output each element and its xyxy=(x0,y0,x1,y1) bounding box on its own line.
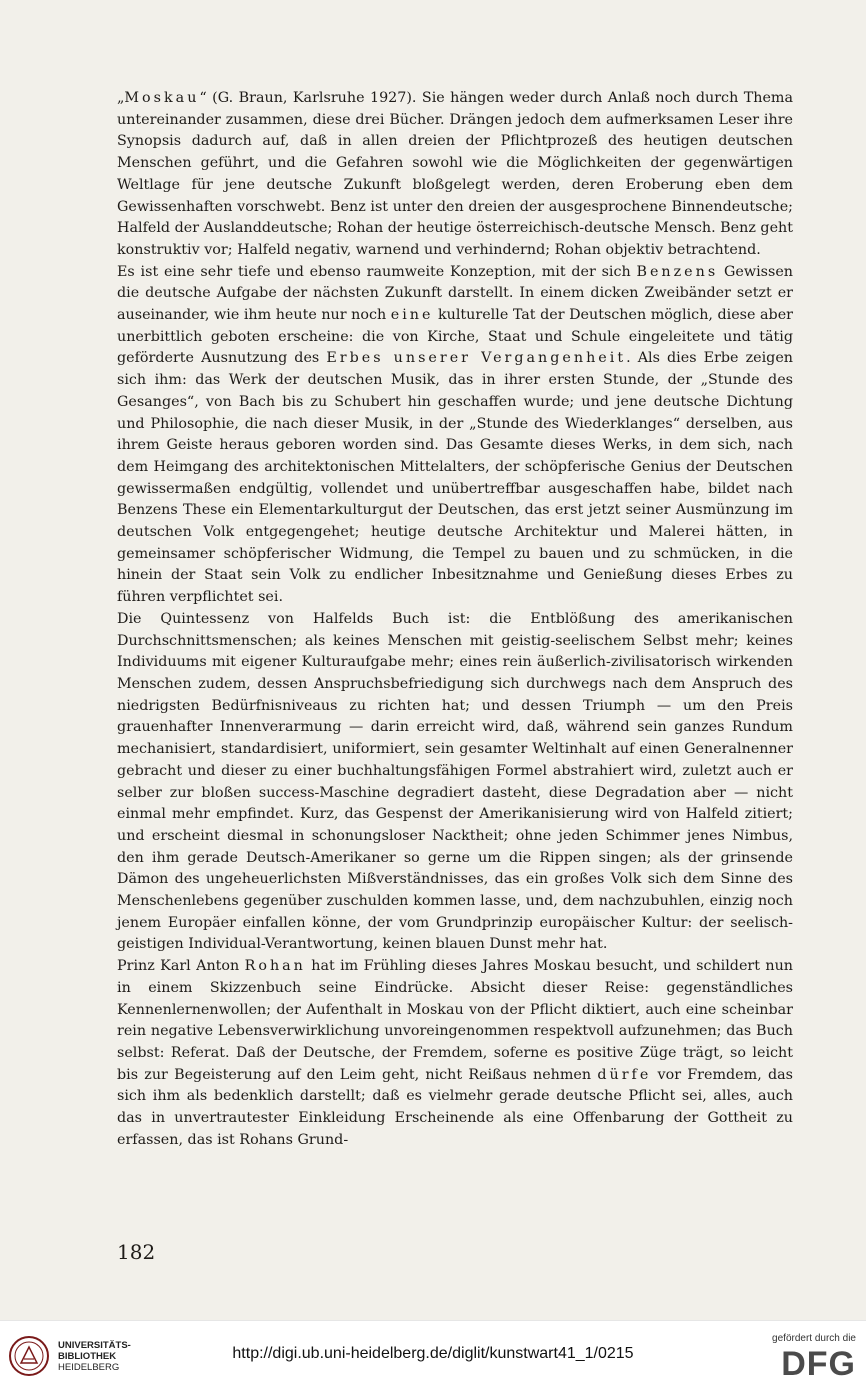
dfg-logo-icon: DFG xyxy=(781,1345,856,1383)
viewer-footer xyxy=(0,1320,866,1394)
institution-line-3: HEIDELBERG xyxy=(58,1361,120,1373)
text-run: . Als dies Erbe zeigen sich ihm: das Werk der deutschen Musik, das in ihrer ersten Stunde, der „Stunde des Gesanges“, von Bach bis zu Schubert hin geschaffen wurde; und jene deutsche Dichtung und Philosophie, die nach dieser Musik, in der „Stunde des Wiederklanges“ derselben, aus ihrem Geiste heraus geboren worden sind. Das Gesamte dieses Werks, in dem sich, nach dem Heimgang des architektonischen Mittelalters, der schöpferische Genius der Deutschen gewissermaßen endgültig, vollendet und unübertreffbar ausgeschaffen habe, bildet nach Benzens These ein Elementarkulturgut der Deutschen, das erst jetzt seiner Ausmünzung im deutschen Volk entgegengehet; heutige deutsche Architektur und Malerei hätten, in gemeinsamer schöpferischer Widmung, die Tempel zu bauen und zu schmücken, in die hinein der Staat sein Volk zu endlicher Inbesitznahme und Genießung dieses Erbes zu führen verpflichtet sei. xyxy=(117,350,793,606)
text-run: vor Fremdem, das sich ihm als bedenklich darstellt; daß es vielmehr gerade deutsche Pflicht sei, alles, auch das in unvertrautester Einkleidung Erscheinende als eine Offenbarung der Gottheit zu erfassen, das ist Rohans Grund- xyxy=(117,1066,793,1148)
spaced-emphasis: eine xyxy=(390,307,434,324)
text-run: „ xyxy=(117,90,125,106)
text-run: hat im Frühling dieses Jahres Moskau besucht, und schildert nun in einem Skizzenbuch seine Eindrücke. Absicht dieser Reise: gegenständliches Kennenlernenwollen; der Aufenthalt in Moskau von der Pflicht diktiert, auch eine scheinbar rein negative Lebensverwirklichung unvoreingenommen respektvoll aufzunehmen; das Buch selbst: Referat. Daß der Deutsche, der Fremdem, soferne es positive Züge trägt, so leicht bis zur Begeisterung auf den Leim geht, nicht Reißaus nehmen xyxy=(117,958,793,1083)
funder-block[interactable] xyxy=(772,1333,856,1382)
page-number: 182 xyxy=(117,1240,156,1264)
paragraph xyxy=(117,88,793,262)
institution-line-1: UNIVERSITÄTS- xyxy=(58,1339,131,1351)
spaced-emphasis: dürfe xyxy=(597,1066,652,1083)
text-run: kulturelle Tat der Deutschen möglich, diese aber unerbittlich geboten erscheine: die von Kirche, Staat und Schule eingeleitete und tätig geförderte Ausnutzung des xyxy=(117,307,793,367)
document-url-link[interactable]: http://digi.ub.uni-heidelberg.de/diglit/kunstwart41_1/0215 xyxy=(232,1345,634,1362)
text-run: Prinz Karl Anton xyxy=(117,958,245,975)
spaced-emphasis: Moskau xyxy=(124,90,200,106)
text-run: Gewissen die deutsche Aufgabe der nächsten Zukunft darstellt. In einem dicken Zweibänder setzt er auseinander, wie ihm heute nur noch xyxy=(117,263,793,324)
spaced-emphasis: Benzens xyxy=(636,263,719,280)
institution-line-2: BIBLIOTHEK xyxy=(58,1350,117,1362)
spaced-emphasis: Erbes unserer Vergangenheit xyxy=(326,350,627,367)
text-run: “ (G. Braun, Karlsruhe 1927). Sie hängen weder durch Anlaß noch durch Thema untereinander zusammen, diese drei Bücher. Drängen jedoch dem aufmerksamen Leser ihre Synopsis dadurch auf, daß in allen dreien der Pflichtprozeß des heutigen deutschen Menschen geführt, und die Gefahren sowohl wie die Möglichkeiten der gegenwärtigen Weltlage für jene deutsche Zukunft bloßgelegt werden, deren Eroberung eben dem Gewissenhaften vorschwebt. Benz ist unter den dreien der ausgesprochene Binnendeutsche; Halfeld der Auslanddeutsche; Rohan der heutige österreichisch-deutsche Mensch. Benz geht konstruktiv vor; Halfeld negativ, warnend und verhindernd; Rohan objektiv betrachtend. xyxy=(117,90,793,258)
text-run: Die Quintessenz von Halfelds Buch ist: die Entblößung des amerikanischen Durchschnittsmenschen; als keines Menschen mit geistig-seelischem Selbst mehr; keines Individuums mit eigener Kulturaufgabe mehr; eines rein äußerlich-zivilisatorisch wirkenden Menschen zudem, dessen Anspruchsbefriedigung sich durchwegs nach dem Anspruch des niedrigsten Bedürfnisniveaus zu richten hat; und dessen Triumph — um den Preis grauenhafter Innenverarmung — darin erreicht wird, daß, während sein ganzes Rundum mechanisiert, standardisiert, uniformiert, sein gesamter Weltinhalt auf einen Generalnenner gebracht und dieser zu einer buchhaltungsfähigen Formel abstrahiert wird, zuletzt auch er selber zur bloßen success-Maschine degradiert dasteht, diese Degradation aber — nicht einmal mehr empfindet. Kurz, das Gespenst der Amerikanisierung wird von Halfeld zitiert; und erscheint diesmal in schonungsloser Nacktheit; ohne jeden Schimmer jenes Nimbus, den ihm gerade Deutsch-Amerikaner so gerne um die Rippen singen; als der grinsende Dämon des ungeheuerlichsten Mißverständnisses, das ein großes Volk sich dem Sinne des Menschenlebens gegenüber zuschulden kommen lasse, und, dem nachzubuhlen, einzig noch jenem Europäer einfallen könne, der vom Grundprinzip europäischer Kultur: der seelisch-geistigen Individual-Verantwortung, keinen blauen Dunst mehr hat. xyxy=(117,610,793,953)
funder-caption: gefördert durch die xyxy=(772,1333,856,1344)
paragraph xyxy=(117,262,793,609)
spaced-emphasis: Rohan xyxy=(244,958,306,975)
paragraph xyxy=(117,609,793,956)
body-text xyxy=(117,88,793,1151)
paragraph xyxy=(117,956,793,1151)
text-run: Es ist eine sehr tiefe und ebenso raumweite Konzeption, mit der sich xyxy=(117,263,637,280)
